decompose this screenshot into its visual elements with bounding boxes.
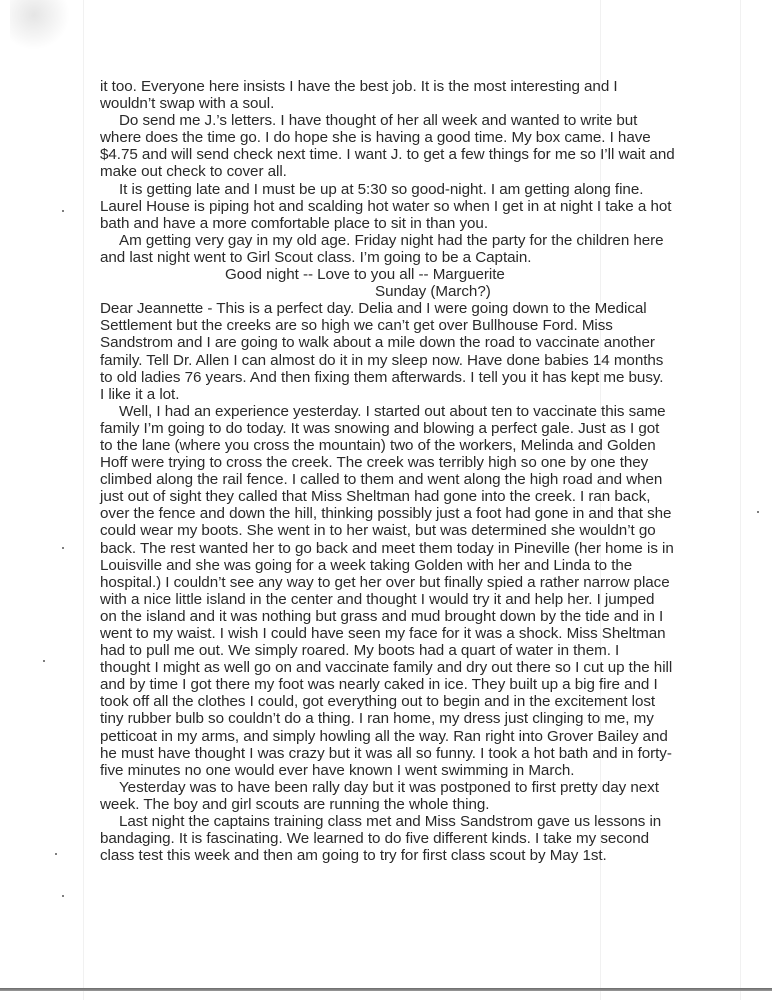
letter-line: I like it a lot. <box>100 385 180 403</box>
letter-line: thought I might as well go on and vaccinate family and dry out there so I cut up the hill <box>100 659 673 677</box>
letter-line: to the lane (where you cross the mountain) two of the workers, Melinda and Golden <box>100 436 656 454</box>
scan-artifact-line <box>740 0 741 1000</box>
letter-line: had to pull me out. We simply roared. My boots had a quart of water in them. I <box>100 642 620 660</box>
scan-speck <box>43 660 45 662</box>
letter-line: took off all the clothes I could, got everything out to begin and in the excitement lost <box>100 693 656 711</box>
letter-line: It is getting late and I must be up at 5:30 so good-night. I am getting along fine. <box>119 180 644 198</box>
letter-line: it too. Everyone here insists I have the best job. It is the most interesting and I <box>100 78 618 95</box>
letter-line: week. The boy and girl scouts are running the whole thing. <box>100 795 490 813</box>
letter-line: family. Tell Dr. Allen I can almost do it in my sleep now. Have done babies 14 months <box>100 351 664 369</box>
letter-line: Sandstrom and I are going to walk about a mile down the road to vaccinate another <box>100 334 655 352</box>
letter-line: bandaging. It is fascinating. We learned to do five different kinds. I take my second <box>100 830 650 848</box>
letter-line: bath and have a more comfortable place to sit in than you. <box>100 214 488 232</box>
letter-line: tiny rubber bulb so couldn’t do a thing. I ran home, my dress just clinging to me, my <box>100 710 654 728</box>
letter-line: Louisville and she was going for a week taking Golden with her and Linda to the <box>100 556 633 574</box>
letter-line: went to my waist. I wish I could have seen my face for it was a shock. Miss Sheltman <box>100 625 666 642</box>
scan-speck <box>62 895 64 897</box>
letter-line: and last night went to Girl Scout class. I’m going to be a Captain. <box>100 248 532 266</box>
scan-speck <box>757 511 759 513</box>
letter-line: could wear my boots. She went in to her waist, but was determined she wouldn’t go <box>100 522 656 540</box>
letter-line: back. The rest wanted her to go back and meet them today in Pineville (her home is in <box>100 539 674 557</box>
letter-line: he must have thought I was crazy but it was all so funny. I took a hot bath and in forty- <box>100 744 672 762</box>
signature-line: Good night -- Love to you all -- Marguerite <box>225 266 505 284</box>
date-heading: Sunday (March?) <box>375 283 491 301</box>
letter-line: over the fence and down the hill, thinking possibly just a foot had gone in and that she <box>100 505 672 523</box>
letter-line: with a nice little island in the center and thought I would try it and help her. I jumped <box>100 590 655 608</box>
letter-line: class test this week and then am going to try for first class scout by May 1st. <box>100 847 607 865</box>
letter-line: Do send me J.’s letters. I have thought of her all week and wanted to write but <box>119 112 638 130</box>
scan-speck <box>62 210 64 212</box>
letter-line: Laurel House is piping hot and scalding hot water so when I get in at night I take a hot <box>100 197 672 215</box>
letter-line: climbed along the rail fence. I called to them and went along the high road and when <box>100 471 663 489</box>
scan-speck <box>55 853 57 855</box>
letter-line: Am getting very gay in my old age. Friday night had the party for the children here <box>119 231 664 249</box>
page-bottom-edge <box>0 988 772 991</box>
letter-body <box>100 78 720 864</box>
scan-smudge <box>10 0 70 50</box>
letter-line: five minutes no one would ever have known I went swimming in March. <box>100 761 575 779</box>
letter-line: and by time I got there my foot was nearly caked in ice. They built up a big fire and I <box>100 676 658 694</box>
letter-line: Settlement but the creeks are so high we can’t get over Bullhouse Ford. Miss <box>100 317 613 335</box>
letter-line: family I’m going to do today. It was snowing and blowing a perfect gale. Just as I got <box>100 419 660 437</box>
letter-line: Well, I had an experience yesterday. I started out about ten to vaccinate this same <box>119 402 666 420</box>
letter-line: Yesterday was to have been rally day but it was postponed to first pretty day next <box>119 778 659 796</box>
letter-line: hospital.) I couldn’t see any way to get her over but finally spied a rather narrow place <box>100 573 670 591</box>
letter-line: petticoat in my arms, and simply howling all the way. Ran right into Grover Bailey and <box>100 727 668 745</box>
letter-line: wouldn’t swap with a soul. <box>100 95 275 113</box>
letter-line: to old ladies 76 years. And then fixing them afterwards. I tell you it has kept me busy. <box>100 368 664 386</box>
letter-line: Dear Jeannette - This is a perfect day. Delia and I were going down to the Medical <box>100 300 647 318</box>
letter-line: on the island and it was nothing but grass and mud brought down by the tide and in I <box>100 607 664 625</box>
letter-line: Hoff were trying to cross the creek. The creek was terribly high so one by one they <box>100 454 649 472</box>
scan-speck <box>62 547 64 549</box>
letter-line: just out of sight they called that Miss Sheltman had gone into the creek. I ran back, <box>100 488 651 506</box>
letter-line: $4.75 and will send check next time. I want J. to get a few things for me so I’ll wait and <box>100 146 675 164</box>
letter-line: Last night the captains training class met and Miss Sandstrom gave us lessons in <box>119 813 662 831</box>
letter-line: make out check to cover all. <box>100 163 287 181</box>
scan-artifact-line <box>83 0 84 1000</box>
letter-line: where does the time go. I do hope she is having a good time. My box came. I have <box>100 129 651 147</box>
